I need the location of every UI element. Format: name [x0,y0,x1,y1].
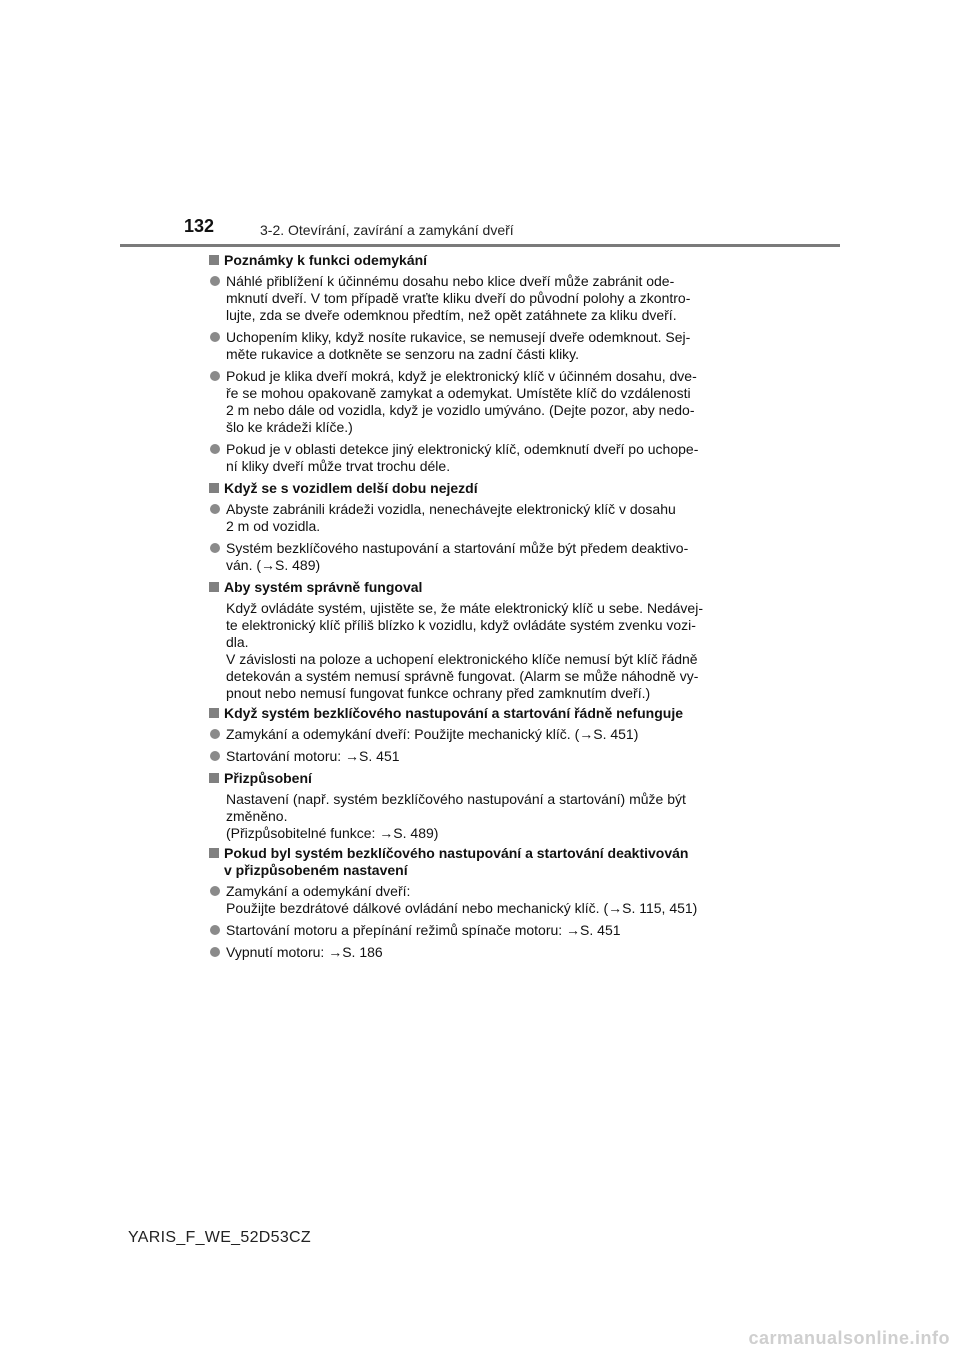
section-heading-text: Pokud byl systém bezklíčového nastupování a startování deaktivován v přizpůsobeném nastavení [224,845,689,878]
square-bullet-icon [209,848,219,858]
bullet-text: Pokud je klika dveří mokrá, když je elektronický klíč v účinném dosahu, dve- ře se mohou opakovaně zamykat a odemykat. Umístěte klíč do vzdálenosti 2 m nebo dále od vozidla, když je vozidlo umýváno. (Dejte pozor, aby nedo- šlo ke krádeži klíče.) [226,368,697,435]
document-code: YARIS_F_WE_52D53CZ [128,1229,311,1246]
square-bullet-icon [209,483,219,493]
section-heading [208,770,756,787]
circle-bullet-icon [210,332,220,342]
bullet-text: Pokud je v oblasti detekce jiný elektronický klíč, odemknutí dveří po uchope- ní kliky dveří může trvat trochu déle. [226,441,699,474]
circle-bullet-icon [210,504,220,514]
bullet-item [208,368,756,436]
section-heading [208,845,756,879]
section-heading [208,252,756,269]
bullet-item [208,329,756,363]
bullet-item [208,441,756,475]
bullet-item [208,748,756,765]
bullet-text: Abyste zabránili krádeži vozidla, nenechávejte elektronický klíč v dosahu 2 m od vozidla. [226,501,676,534]
bullet-item [208,273,756,324]
manual-section [208,770,756,842]
square-bullet-icon [209,255,219,265]
bullet-item [208,501,756,535]
section-heading-text: Poznámky k funkci odemykání [224,252,428,268]
page-number: 132 [184,216,215,236]
manual-content [208,252,756,966]
watermark: carmanualsonline.info [748,1328,950,1348]
circle-bullet-icon [210,729,220,739]
bullet-text: Uchopením kliky, když nosíte rukavice, se nemusejí dveře odemknout. Sej- měte rukavice a dotkněte se senzoru na zadní části kliky. [226,329,691,362]
section-heading-text: Aby systém správně fungoval [224,579,423,595]
section-heading-text: Když se s vozidlem delší dobu nejezdí [224,480,478,496]
bullet-item [208,726,756,743]
bullet-text: Startování motoru: →S. 451 [226,748,400,764]
manual-section [208,845,756,961]
bullet-text: Náhlé přiblížení k účinnému dosahu nebo klice dveří může zabránit ode- mknutí dveří. V tom případě vraťte kliku dveří do původní polohy a zkontro- lujte, zda se dveře odemknou předtím, než opět zatáhnete za kliku dveří. [226,273,691,323]
manual-section [208,705,756,765]
manual-section [208,480,756,574]
manual-section [208,579,756,702]
section-heading [208,579,756,596]
circle-bullet-icon [210,886,220,896]
section-heading-text: Když systém bezklíčového nastupování a startování řádně nefunguje [224,705,684,721]
bullet-text: Vypnutí motoru: →S. 186 [226,944,383,960]
bullet-item [208,883,756,917]
manual-section [208,252,756,475]
section-paragraph: Nastavení (např. systém bezklíčového nastupování a startování) může být změněno. (Přizpůsobitelné funkce: →S. 489) [226,791,686,841]
square-bullet-icon [209,708,219,718]
bullet-text: Zamykání a odemykání dveří: Použijte bezdrátové dálkové ovládání nebo mechanický klíč. (→S. 115, 451) [226,883,698,916]
circle-bullet-icon [210,751,220,761]
circle-bullet-icon [210,947,220,957]
header-divider [120,244,840,247]
circle-bullet-icon [210,276,220,286]
section-heading-text: Přizpůsobení [224,770,312,786]
bullet-item [208,540,756,574]
bullet-text: Zamykání a odemykání dveří: Použijte mechanický klíč. (→S. 451) [226,726,639,742]
bullet-item [208,944,756,961]
square-bullet-icon [209,773,219,783]
section-heading [208,480,756,497]
circle-bullet-icon [210,444,220,454]
circle-bullet-icon [210,925,220,935]
bullet-text: Systém bezklíčového nastupování a startování může být předem deaktivo- ván. (→S. 489) [226,540,689,573]
section-title: 3-2. Otevírání, zavírání a zamykání dveří [260,222,514,238]
bullet-item [208,922,756,939]
section-heading [208,705,756,722]
section-paragraph: Když ovládáte systém, ujistěte se, že máte elektronický klíč u sebe. Nedávej- te elektronický klíč příliš blízko k vozidlu, když ovládáte systém zvenku vozi- dla. V závislosti na poloze a uchopení elektronického klíče nemusí být klíč řádně detekován a systém nemusí správně fungovat. (Alarm se může náhodně vy- pnout nebo nemusí fungovat funkce ochrany před zamknutím dveří.) [226,600,703,701]
square-bullet-icon [209,582,219,592]
circle-bullet-icon [210,543,220,553]
bullet-text: Startování motoru a přepínání režimů spínače motoru: →S. 451 [226,922,621,938]
circle-bullet-icon [210,371,220,381]
